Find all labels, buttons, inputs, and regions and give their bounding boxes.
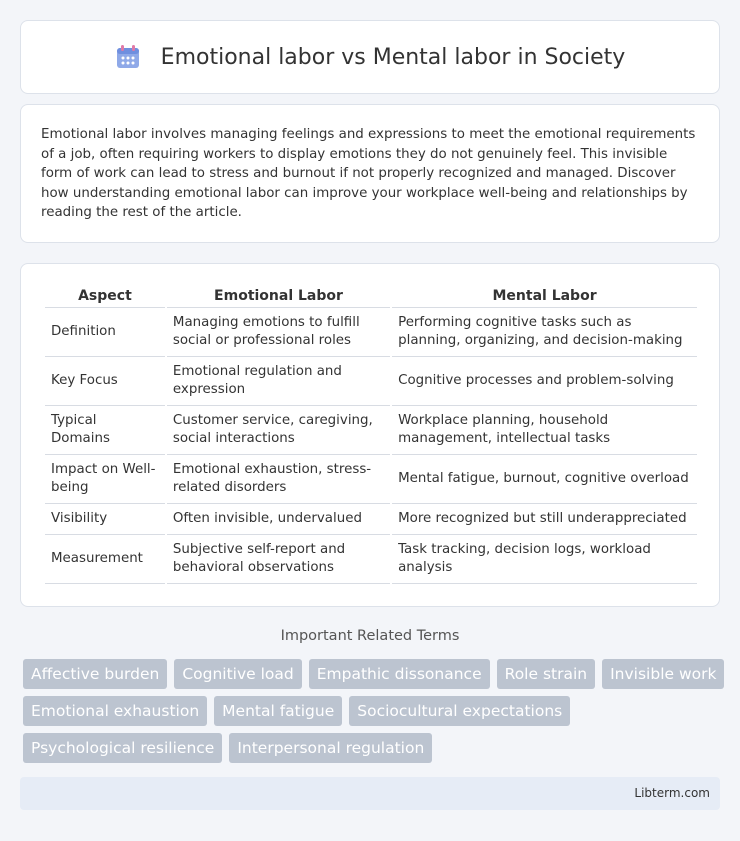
table-header-row xyxy=(45,282,697,308)
row-emotional: Subjective self-report and behavioral observations xyxy=(167,535,390,584)
comparison-table xyxy=(43,282,699,584)
table-row xyxy=(45,504,697,535)
tag-row xyxy=(23,733,723,763)
related-terms-list xyxy=(23,659,723,770)
tag-psychological-resilience[interactable]: Psychological resilience xyxy=(23,733,222,763)
row-emotional: Managing emotions to fulfill social or professional roles xyxy=(167,308,390,357)
tag-empathic-dissonance[interactable]: Empathic dissonance xyxy=(309,659,490,689)
header-mental-labor: Mental Labor xyxy=(392,282,697,308)
tag-cognitive-load[interactable]: Cognitive load xyxy=(174,659,301,689)
row-aspect: Definition xyxy=(45,308,165,357)
row-mental: Mental fatigue, burnout, cognitive overload xyxy=(392,455,697,504)
tag-row xyxy=(23,696,723,726)
page-title: Emotional labor vs Mental labor in Society xyxy=(160,44,626,70)
tag-invisible-work[interactable]: Invisible work xyxy=(602,659,724,689)
row-emotional: Emotional exhaustion, stress-related disorders xyxy=(167,455,390,504)
row-aspect: Measurement xyxy=(45,535,165,584)
table-row xyxy=(45,406,697,455)
row-mental: More recognized but still underappreciated xyxy=(392,504,697,535)
related-terms-title: Important Related Terms xyxy=(280,628,460,644)
tag-sociocultural-expectations[interactable]: Sociocultural expectations xyxy=(349,696,570,726)
tag-row xyxy=(23,659,723,689)
row-mental: Cognitive processes and problem-solving xyxy=(392,357,697,406)
header-emotional-labor: Emotional Labor xyxy=(167,282,390,308)
table-row xyxy=(45,455,697,504)
table-row xyxy=(45,308,697,357)
row-aspect: Impact on Well-being xyxy=(45,455,165,504)
table-row xyxy=(45,535,697,584)
tag-mental-fatigue[interactable]: Mental fatigue xyxy=(214,696,342,726)
tag-emotional-exhaustion[interactable]: Emotional exhaustion xyxy=(23,696,207,726)
row-aspect: Visibility xyxy=(45,504,165,535)
row-emotional: Emotional regulation and expression xyxy=(167,357,390,406)
table-row xyxy=(45,357,697,406)
row-aspect: Key Focus xyxy=(45,357,165,406)
row-aspect: Typical Domains xyxy=(45,406,165,455)
calendar-grid-icon xyxy=(115,44,141,70)
row-mental: Workplace planning, household management, intellectual tasks xyxy=(392,406,697,455)
tag-role-strain[interactable]: Role strain xyxy=(497,659,595,689)
row-mental: Task tracking, decision logs, workload analysis xyxy=(392,535,697,584)
comparison-table-card xyxy=(20,263,720,607)
header-aspect: Aspect xyxy=(45,282,165,308)
row-mental: Performing cognitive tasks such as planning, organizing, and decision-making xyxy=(392,308,697,357)
tag-affective-burden[interactable]: Affective burden xyxy=(23,659,167,689)
intro-paragraph: Emotional labor involves managing feelings and expressions to meet the emotional requirements of a job, often requiring workers to display emotions they do not genuinely feel. This invisible form of work can lead to stress and burnout if not properly recognized and managed. Discover how understanding emotional labor can improve your workplace well-being and relationships by reading the rest of the article. xyxy=(41,127,696,221)
row-emotional: Often invisible, undervalued xyxy=(167,504,390,535)
footer-site-link[interactable]: Libterm.com xyxy=(634,786,710,800)
row-emotional: Customer service, caregiving, social interactions xyxy=(167,406,390,455)
intro-card xyxy=(20,104,720,243)
footer xyxy=(20,777,720,810)
tag-interpersonal-regulation[interactable]: Interpersonal regulation xyxy=(229,733,432,763)
header-card xyxy=(20,20,720,94)
